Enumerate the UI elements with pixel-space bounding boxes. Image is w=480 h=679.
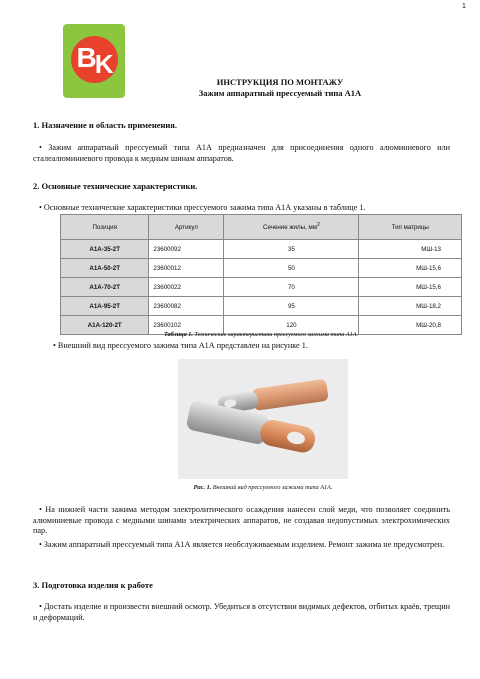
table-row: А1А-70-2Т 23600022 70 МШ-15,6 (61, 278, 462, 297)
table-header-row (61, 215, 462, 240)
col-position: Позиция (61, 215, 149, 240)
table-row: А1А-120-2Т 23600102 120 МШ-20,8 (61, 316, 462, 335)
clamp-photo (178, 359, 348, 479)
col-section: Сечение жилы, $мм^2$ (224, 215, 359, 240)
copper-paragraph: • На нижней части зажима методом электролитического осаждения нанесен слой меди, что позволяет соединить алюминиевые провода с медными шинами электрических аппаратов, не создавая недопустимых электрохимических пар. (33, 505, 451, 535)
section3-heading: 3. Подготовка изделия к работе (33, 580, 153, 590)
section1-paragraph: • Зажим аппаратный прессуемый типа А1А предназначен для присоединения одного алюминиевого или сталеалюминиевого провода к медным шинам аппаратов. (33, 143, 450, 163)
table-row: А1А-35-2Т 23600092 35 МШ-13 (61, 240, 462, 259)
table-row: А1А-50-2Т 23600012 50 МШ-15,6 (61, 259, 462, 278)
section3-paragraph: • Достать изделие и произвести внешний осмотр. Убедиться в отсутствии видимых дефектов, отбитых краёв, трещин и деформаций. (33, 602, 451, 622)
document-subtitle: Зажим аппаратный прессуемый типа А1А (198, 88, 362, 98)
clamp-illustration (178, 359, 348, 479)
col-article: Артикул (149, 215, 224, 240)
figure-intro: • Внешний вид прессуемого зажима типа А1А представлен на рисунке 1. (53, 341, 308, 350)
figure-caption: Рис. 1. Внешний вид прессуемого зажима типа А1А. (193, 484, 333, 491)
page-number: 1 (462, 3, 466, 10)
col-matrix: Тип матрицы (359, 215, 462, 240)
section1-heading: 1. Назначение и область применения. (33, 120, 178, 130)
section2-intro: • Основные технические характеристики прессуемого зажима типа А1А указаны в таблице 1. (39, 203, 366, 212)
table-caption: Таблица 1. Технические характеристики прессуемого зажима типа А1А. (163, 331, 359, 338)
table-row: А1А-95-2Т 23600082 95 МШ-18,2 (61, 297, 462, 316)
service-paragraph: • Зажим аппаратный прессуемый типа А1А является необслуживаемым изделием. Ремонт зажима не предусмотрен. (39, 540, 445, 549)
spec-table (60, 214, 462, 335)
section2-heading: 2. Основные технические характеристики. (33, 181, 198, 191)
logo-letters: BK (76, 42, 112, 79)
document-title: ИНСТРУКЦИЯ ПО МОНТАЖУ (216, 77, 344, 87)
